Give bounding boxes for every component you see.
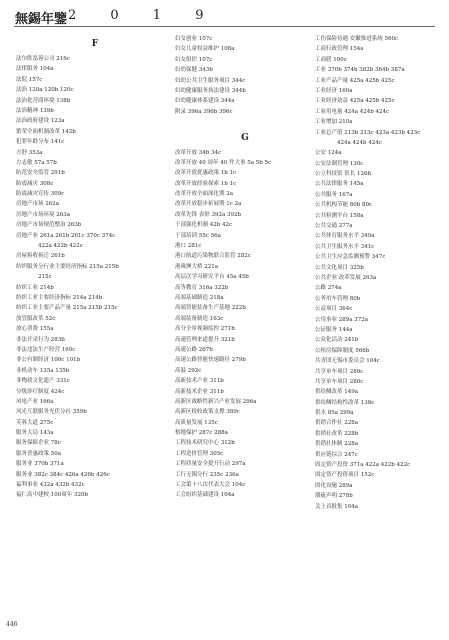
index-entry: 固定资产投资项目 152c [315,472,375,479]
index-entry: 公共机构节能 80b 80c [315,202,373,209]
index-entry: 公务用车管理 80b [315,295,361,302]
index-entry: 非物质文化遗产 331c [16,378,70,385]
index-entry: 工业增加 210a [315,119,353,126]
index-entry: 高新技术产业 311b [175,378,224,385]
index-entry: 工会组织基础建设 104a [175,492,235,499]
index-entry: 公共体育服务水平 349a [315,233,375,240]
index-entry: 服务普惠政策 50a [16,450,62,457]
index-entry: 公证服务 144a [315,326,353,333]
index-entry: 改革开放稳步拓展期 1c 2a [175,201,242,208]
index-entry: 服务保障企业 78c [16,440,61,447]
index-entry: 供给侧改革 149a [315,389,359,396]
index-entry: 供给侧结构性改革 138c [315,399,375,406]
index-entry: 公共检测平台 158a [315,212,364,219]
index-entry: 芙蓉大道 275c [16,419,54,426]
index-entry: 公众化活动 241b [315,337,359,344]
index-entry: 公共服务 167a [315,191,353,198]
index-entry: 方舒 353a [16,149,43,156]
index-entry: 非机动车 135a 135b [16,367,70,374]
index-entry: 高层次学习研究平台 45a 45b [175,274,249,281]
index-entry: 工业经济效益 425a 425b 425c [315,98,395,105]
index-entry: 风光互联服务光伏分社 359b [16,409,87,416]
index-entry: 公共法律服务 145a [315,181,364,188]
index-entry: 工商联 100c [315,56,347,63]
index-column-2 [175,34,315,501]
index-entry: 公安 124a [315,150,342,157]
index-entry: 公共交通 277a [315,223,353,230]
index-entry: 干部培训 55c 56a [175,232,221,239]
index-column-1 [16,34,174,501]
index-entry: 非法违法生产经营 160c [16,346,76,353]
index-entry: 高速公路智能快速路径 279b [175,357,246,364]
index-entry: 共享单车项目 280c [315,378,364,385]
index-entry: 公路 274a [315,285,342,292]
index-entry: 防震减灾 308c [16,180,54,187]
index-entry: 高端智能装备生产基地 222b [175,305,246,312]
index-entry: 福仁高中建校 100周年 320b [16,492,89,499]
index-entry: 房地产市场 262a [16,201,60,208]
index-entry: 附录 396a 396b 396c [175,108,233,115]
index-entry: 法治 120a 120b 120c [16,87,74,94]
section-letter: F [91,39,99,49]
header-rule [14,26,435,27]
index-entry: 工会第十八次代表大会 104c [175,482,246,489]
index-entry: 高端装备制造 163c [175,315,224,322]
index-entry: 固化设施 289a [315,482,353,489]
index-entry: 高等教育 316a 322b [175,284,229,291]
index-entry: 房地产市场环境 263a [16,211,71,218]
index-entry: 工行无锡分行 235c 236a [175,471,239,478]
index-entry: 纺织工业主要产品产量 215a 215b 215c [16,305,118,312]
index-entry: 高新区战略性新兴产业发展 296a [175,398,257,405]
index-entry: 高速管理来道提升 321b [175,336,235,343]
index-entry: 纺织服务分行业主要经济指标 215a 215b [16,263,119,270]
yearbook-logo: 無錫年鑒 [15,12,68,27]
index-entry: 高端基础制造 218a [175,294,224,301]
index-entry: 供应链综合 247c [315,451,358,458]
index-entry: 妇女儿童权益维护 108a [175,46,235,53]
index-entry: 公用事业 289a 372a [315,316,369,323]
index-entry: 妇幼健康体系建设 344a [175,98,235,105]
index-entry: 工业 370b 374b 382b 384b 387a [315,67,405,74]
index-entry: 改革开放全面深化期 2a [175,191,234,198]
index-entry: 供销社体制 228a [315,441,359,448]
index-column-3 [315,34,439,512]
index-entry: 妇幼健康服务执法建设 344b [175,87,246,94]
index-entry: 港口 281c [175,243,202,250]
index-entry: 公租房保障制度 566b [315,347,370,354]
index-entry: 公共卫生服务水平 341c [315,243,375,250]
index-entry: 工伤保险待遇 安徽推进系统 560c [315,36,399,42]
index-entry: 福利事业 432a 432b 432c [16,482,85,489]
index-entry: 供销社改革 228b [315,430,359,437]
index-entry: 格地保护 287c 288a [175,430,228,437]
index-entry: 房地产市场规范整治 263b [16,222,82,229]
index-entry: 港口航道污染物联合监管 282c [175,253,251,260]
index-entry: 服务业 382c 384c 426a 426b 426c [16,471,110,478]
index-entry: 高温 292c [175,367,202,374]
section-letter: G [241,132,249,143]
index-entry: 放心消费 155a [16,326,54,333]
index-entry: 工业总产值 213b 213c 423a 423b 423c [315,129,421,136]
index-entry: 公益项目 364c [315,306,353,313]
index-entry: 高质量发展 135c [175,419,218,426]
index-entry: 424a 424b 424c [337,139,382,146]
index-entry: 422a 422b 422c [38,243,83,250]
index-entry: 高新区税收政策支撑 389c [175,409,240,416]
index-entry: 服务业 370b 371a [16,461,64,468]
index-entry: 高分全景视频监控 271b [175,326,235,333]
index-entry: 非法开采行为 283b [16,336,65,343]
index-entry: 共青团无锡市委员会 104c [315,358,380,365]
index-entry: 港珠澳大桥 221a [175,263,219,270]
index-entry: 法治化营商环境 138b [16,97,71,104]
index-entry: 妇女创业 107c [175,36,213,42]
index-entry: 工程质量安全提升行动 297a [175,461,246,468]
index-entry: 法律服务 104a [16,66,54,73]
index-entry: 改革开放 40 周年 40 件大事 5a 5b 5c [175,159,272,166]
index-entry: 纺织工业 214b [16,284,54,291]
page-header [0,0,449,30]
index-entry: 服务大局 143a [16,430,54,437]
index-entry: 改革先锋 表彰 392a 392b [175,211,242,218]
index-entry: 防范安全监管 291b [16,170,65,177]
index-entry: 共享单车项目 280c [315,368,364,375]
index-entry: 非公有制经济 100c 101b [16,357,81,364]
index-entry: 供水 85a 299a [315,410,354,417]
index-entry: 妇女组织 107c [175,56,213,63]
index-entry: 法治政府建设 123a [16,118,65,125]
index-entry: 方志敏 57a 57b [16,159,57,166]
index-entry: 瑕疵声明 278b [315,493,353,500]
index-entry: 纺织工业主要经济指标 214a 214b [16,294,103,301]
index-entry: 房屋拆收拆迁 261b [16,253,65,260]
index-entry: 高速公路 267b [175,346,213,353]
index-entry: 公共企业 改革发展 263a [315,274,377,281]
index-entry: 工程技术研究中心 312b [175,440,235,447]
index-entry: 改革开放经验探索 1b 1c [175,180,237,187]
index-entry: 工程造价管理 305c [175,450,224,457]
index-entry: 工业产品产量 425a 425b 425c [315,77,395,84]
index-entry: 房地产业 261a 261b 261c 370c 374c [16,232,116,239]
index-entry: 妇幼公共卫生服务项目 344c [175,77,246,84]
index-entry: 公共卫生应急监测预警 347c [315,254,386,261]
index-entry: 繁荣全面机制改革 142b [16,128,76,135]
index-entry: 高新技术企业 311b [175,388,224,395]
index-entry: 法院 157c [16,76,43,83]
index-entry: 公立科技馆 馆长 126b [315,171,372,178]
index-entry: 改革开放 34b 34c [175,149,222,156]
index-entry: 犯罪年龄分布 141c [16,139,65,146]
index-entry: 改革开放优惠政策 1b 1c [175,170,237,177]
index-entry: 工业经济 160a [315,87,353,94]
index-entry: 公共文化项目 325b [315,264,364,271]
index-entry: 放管服改革 52c [16,315,56,322]
index-entry: 工业用电量 424a 424b 424c [315,108,390,115]
index-entry: 风电产业 166a [16,398,54,405]
index-entry: 215c [38,274,52,281]
index-entry: 分级诊疗制度 424c [16,388,65,395]
index-entry: 防震减灾宣传 309c [16,191,65,198]
index-entry: 工商行政管理 154a [315,46,364,53]
index-entry: 法治精神 139b [16,107,54,114]
index-entry: 干部强化机制 42b 42c [175,222,233,229]
index-entry: 供销合作社 228a [315,420,359,427]
index-entry: 妇幼保健 343b [175,67,213,74]
page-number: 446 [6,621,18,628]
index-entry: 固定资产投资 371a 422a 422b 422c [315,462,411,469]
yearbook-year: 2 0 1 9 [68,8,219,23]
index-entry: 法尔胜泓蓉公司 216c [16,56,70,62]
index-entry: 关上首批集 104a [315,503,359,510]
index-entry: 公安法制管理 130c [315,160,364,167]
